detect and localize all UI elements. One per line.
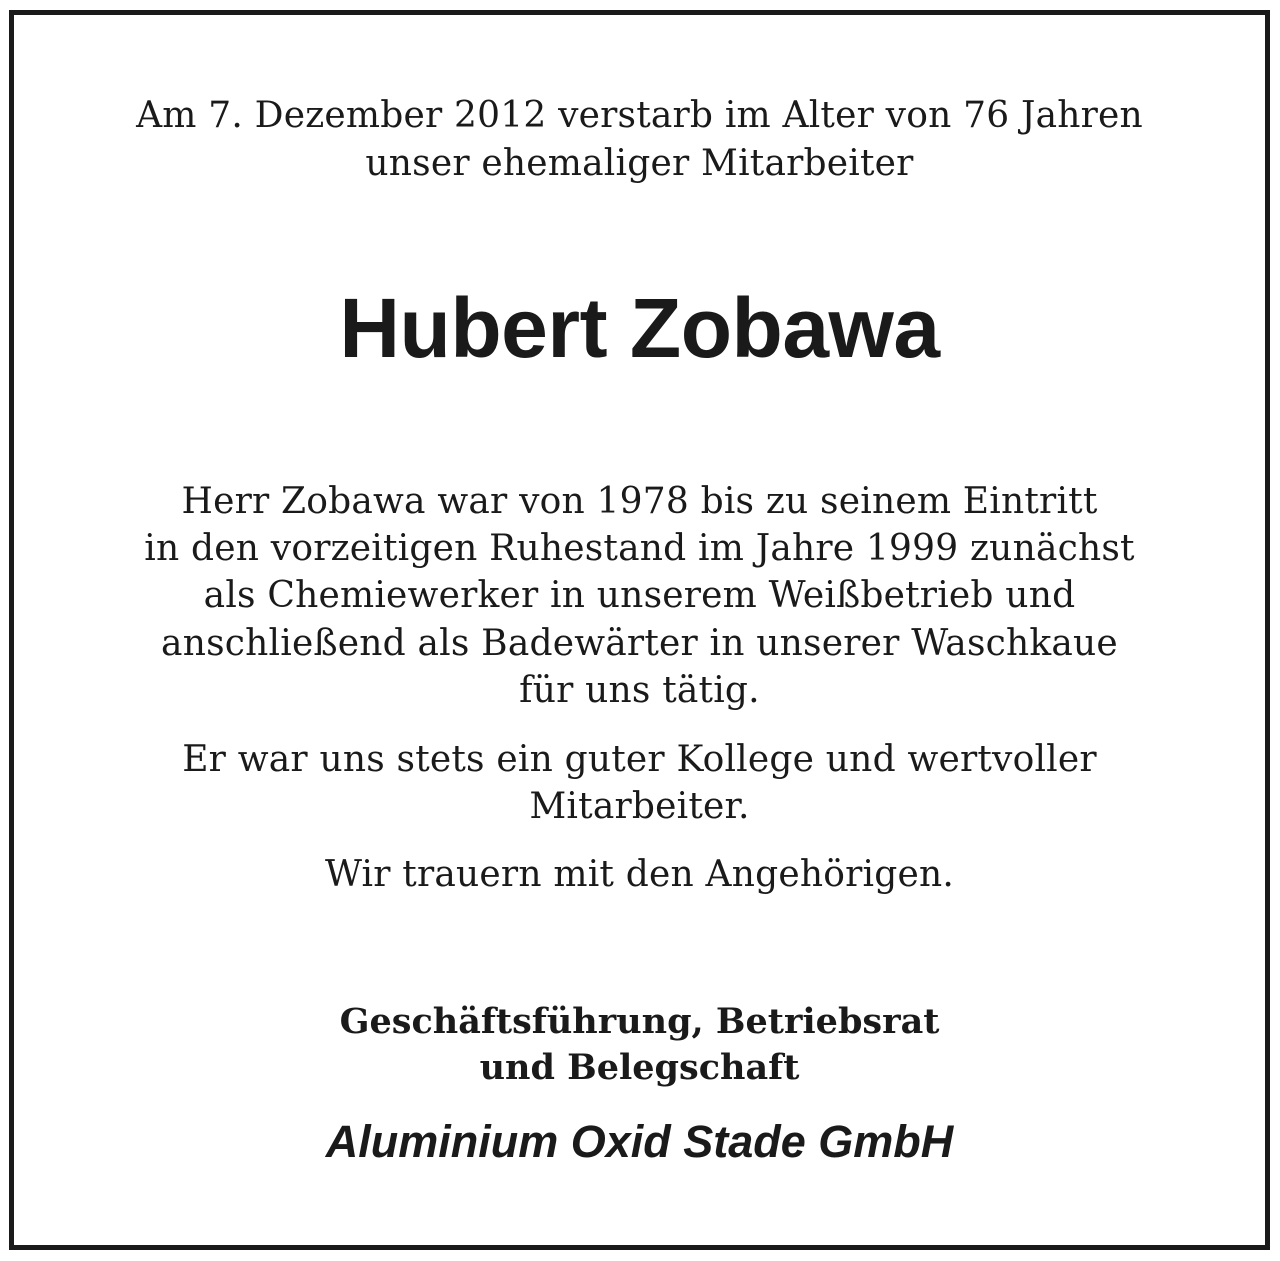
body-line-5: für uns tätig. — [519, 670, 760, 711]
body-line-4: anschließend als Badewärter in unserer Waschkaue — [161, 623, 1118, 664]
tribute-line-2: Mitarbeiter. — [529, 786, 750, 827]
mourning-line: Wir trauern mit den Angehörigen. — [324, 854, 955, 895]
company-name: Aluminium Oxid Stade GmbH — [325, 1116, 954, 1167]
body-line-1: Herr Zobawa war von 1978 bis zu seinem Eintritt — [181, 481, 1098, 522]
intro-line-2: unser ehemaliger Mitarbeiter — [365, 143, 914, 184]
obituary-notice-frame — [9, 10, 1270, 1250]
signatories-line-2: und Belegschaft — [479, 1047, 800, 1088]
signatories-line-1: Geschäftsführung, Betriebsrat — [339, 1001, 940, 1042]
tribute-line-1: Er war uns stets ein guter Kollege und wertvoller — [182, 739, 1097, 780]
intro-line-1: Am 7. Dezember 2012 verstarb im Alter von 76 Jahren — [136, 95, 1143, 136]
body-line-2: in den vorzeitigen Ruhestand im Jahre 1999 zunächst — [144, 528, 1135, 569]
deceased-name: Hubert Zobawa — [339, 281, 940, 375]
body-line-3: als Chemiewerker in unserem Weißbetrieb und — [203, 575, 1076, 616]
